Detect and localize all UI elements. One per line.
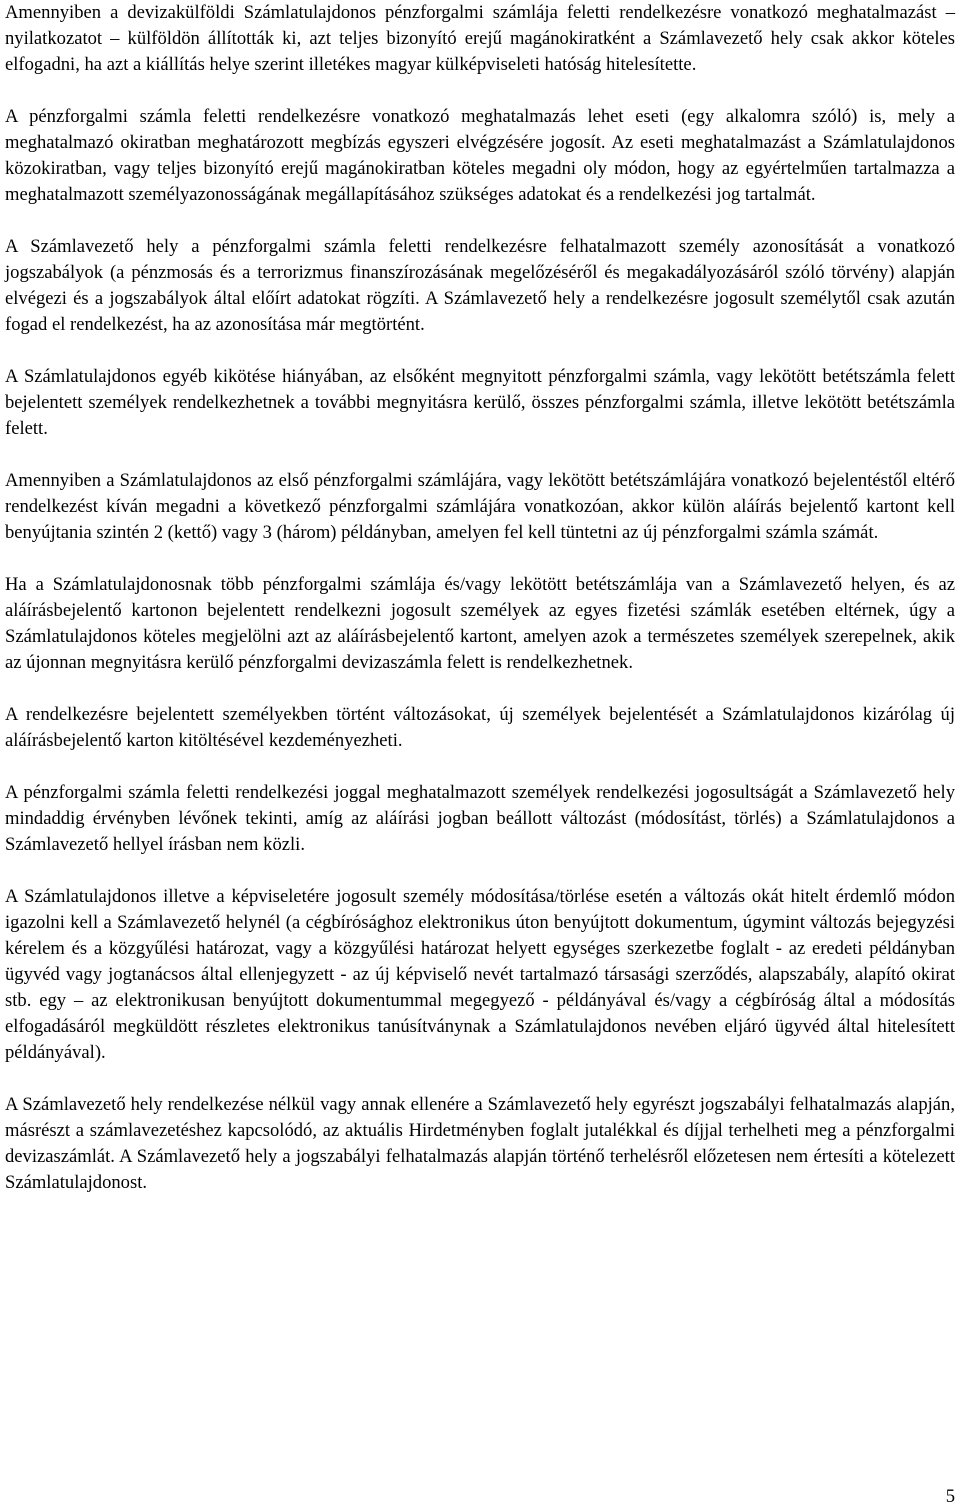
paragraph-default-signatories: A Számlatulajdonos egyéb kikötése hiányában, az elsőként megnyitott pénzforgalmi számla, vagy lekötött betétszámla felett bejelentett személyek rendelkezhetnek a további megnyitásra kerülő, összes pénzforgalmi számla, illetve lekötött betétszámla felett. xyxy=(5,366,955,439)
paragraph-representative-change: A Számlatulajdonos illetve a képviseletére jogosult személy módosítása/törlése esetén a változás okát hitelt érdemlő módon igazolni kell a Számlavezető helynél (a cégbírósághoz elektronikus úton benyújtott dokumentum, úgymint változás bejegyzési kérelem és a közgyűlési határozat, vagy a közgyűlési határozat helyett egységes szerkezetbe foglalt - az eredeti példányban ügyvéd vagy jogtanácsos által ellenjegyzett - az új képviselő nevét tartalmazó társasági szerződés, alapszabály, alapító okirat stb. egy – az elektronikusan benyújtott dokumentummal megegyező - példányával és/vagy a cégbíróság által a módosítás elfogadásáról megküldött részletes elektronikus tanúsítványnak a Számlatulajdonos nevében eljáró ügyvéd által hitelesített példányával). xyxy=(5,886,955,1063)
page-number: 5 xyxy=(945,1486,955,1507)
paragraph-foreign-authorization: Amennyiben a devizakülföldi Számlatulajdonos pénzforgalmi számlája feletti rendelkezésre vonatkozó meghatalmazást – nyilatkozatot – külföldön állították ki, azt teljes bizonyító erejű magánokiratként a Számlavezető hely csak akkor köteles elfogadni, ha azt a kiállítás helye szerint illetékes magyar külképviseleti hatóság hitelesítette. xyxy=(5,2,955,75)
document-page xyxy=(5,0,955,1222)
paragraph-one-time-authorization: A pénzforgalmi számla feletti rendelkezésre vonatkozó meghatalmazás lehet eseti (egy alkalomra szóló) is, mely a meghatalmazó okiratban meghatározott megbízás egyszeri elvégzésére jogosít. Az eseti meghatalmazást a Számlatulajdonos közokiratban, vagy teljes bizonyító erejű magánokiratban köteles megadni oly módon, hogy az egyértelműen tartalmazza a meghatalmazott személyazonosságának megállapításához szükséges adatokat és a rendelkezési jog tartalmát. xyxy=(5,106,955,205)
paragraph-fees-debit: A Számlavezető hely rendelkezése nélkül vagy annak ellenére a Számlavezető hely egyrészt jogszabályi felhatalmazás alapján, másrészt a számlavezetéshez kapcsolódó, az aktuális Hirdetményben foglalt jutalékkal és díjjal terhelheti meg a pénzforgalmi devizaszámlát. A Számlavezető hely a jogszabályi felhatalmazás alapján történő terhelésről előzetesen nem értesíti a kötelezett Számlatulajdonost. xyxy=(5,1094,955,1193)
paragraph-multiple-accounts: Ha a Számlatulajdonosnak több pénzforgalmi számlája és/vagy lekötött betétszámlája van a Számlavezető helyen, és az aláírásbejelentő kartonon bejelentett rendelkezni jogosult személyek az egyes fizetési számlák esetében eltérnek, úgy a Számlatulajdonos köteles megjelölni azt az aláírásbejelentő kartont, amelyen azok a természetes személyek szerepelnek, akik az újonnan megnyitásra kerülő pénzforgalmi devizaszámla felett is rendelkezhetnek. xyxy=(5,574,955,673)
paragraph-identification: A Számlavezető hely a pénzforgalmi számla feletti rendelkezésre felhatalmazott személy azonosítását a vonatkozó jogszabályok (a pénzmosás és a terrorizmus finanszírozásának megelőzéséről és megakadályozásáról szóló törvény) alapján elvégezi és a jogszabályok által előírt adatokat rögzíti. A Számlavezető hely a rendelkezésre jogosult személytől csak azután fogad el rendelkezést, ha az azonosítása már megtörtént. xyxy=(5,236,955,335)
paragraph-changes-new-card: A rendelkezésre bejelentett személyekben történt változásokat, új személyek bejelentését a Számlatulajdonos kizárólag új aláírásbejelentő karton kitöltésével kezdeményezheti. xyxy=(5,704,955,751)
paragraph-validity-until-notice: A pénzforgalmi számla feletti rendelkezési joggal meghatalmazott személyek rendelkezési jogosultságát a Számlavezető hely mindaddig érvényben lévőnek tekinti, amíg az aláírási jogban beállott változást (módosítást, törlés) a Számlatulajdonos a Számlavezető hellyel írásban nem közli. xyxy=(5,782,955,855)
paragraph-separate-signature-card: Amennyiben a Számlatulajdonos az első pénzforgalmi számlájára, vagy lekötött betétszámlájára vonatkozó bejelentéstől eltérő rendelkezést kíván megadni a következő pénzforgalmi számlájára vonatkozóan, akkor külön aláírás bejelentő kartont kell benyújtania szintén 2 (kettő) vagy 3 (három) példányban, amelyen fel kell tüntetni az új pénzforgalmi számla számát. xyxy=(5,470,955,543)
